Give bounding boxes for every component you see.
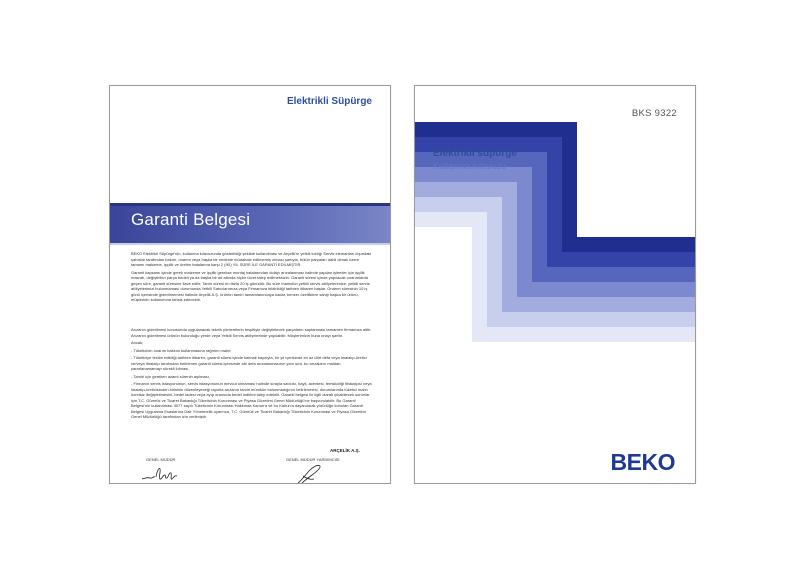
warranty-page	[109, 85, 391, 484]
company-name: ARÇELİK A.Ş.	[330, 448, 360, 453]
general-manager-label: GENEL MÜDÜR	[146, 457, 176, 462]
banner-underline	[110, 243, 390, 245]
warranty-body-1	[131, 251, 372, 305]
cover-subtitle: Kullanma kılavuzu	[433, 161, 507, 171]
cover-stripes	[415, 86, 695, 483]
beko-logo: BEKO	[610, 449, 675, 475]
general-manager-signature	[140, 463, 180, 484]
body1-paragraph: Garanti kapsamı içinde gerek malzeme ve işçilik gerekse montaj hatalarından dolayı arızalanması halinde yapılan işlemler için işçilik masrafı, değiştirilen parça bedeli ya da başka bir ad altında hiçbir ücret talep edilmeksizin. Garanti süresi içinde yapılacak onarımlarda geçen süre, garanti süresine ilave edilir. Tamir süresi en fazla 20 iş günüdür. Bu süre mamulün yetkili servis atölyelerimize, yetkili servis atölyelerimizi bulunmaması durumunda Yetkili Satıcılarımıza veya Firmamıza bildirildiği tarihten itibaren başlar. Onarım süresinin 10 iş günü içerisinde gideriimemesi halinde Arçelik A.Ş. ürünün tamiri tamamlanıncaya kadar, benzer özelliklere sahip başka bir ürünü, müşterinin kullanımına tahsis edecektir.	[131, 269, 370, 302]
body2-paragraph: Ancak;	[131, 340, 144, 345]
cover-title: Elektrikli süpürge	[433, 148, 517, 159]
warranty-body-2	[131, 327, 372, 422]
body2-paragraph: - Tüketicinin onarım hakkını kullanmasına rağmen malın;	[131, 347, 232, 353]
model-number: BKS 9322	[631, 108, 677, 119]
body1-paragraph: BEKO Elektrikli Süpürge'nin, kullanma kılavuzunda gösterildiği şekilde kullanılması ve Arçelik'in yetkili kıldığı Servis elemanları dışındaki şahıslar tarafından bakım, onarım veya başka bir nedenle müdahale edilmemiş olması şartıyla, bütün parçaları dahil olmak üzere tamamı malzeme, işçilik ve üretim hatalarına karşı 2 (İKİ) YIL SÜRE İLE GARANTİ EDİLMİŞTİR.	[131, 251, 372, 267]
body2-paragraph: Arızanın giderilmesi konusunda uygulanacak teknik yöntemlerin tespitiyle değiştirilecek parçaların saptanması tamamen firmamıza aittir. Arızanın giderilmesi ürünün bulunduğu yerde veya Yetkili Servis atölyelerinde yapılabilir. Müşterimizin buna onayı şarttır.	[131, 327, 372, 338]
body2-paragraph: - Tamiri için gereken azami sürenin aşılması,	[131, 373, 210, 379]
deputy-manager-signature	[294, 462, 324, 484]
deputy-manager-label: GENEL MÜDÜR YARDIMCISI	[286, 457, 340, 462]
product-header: Elektrikli Süpürge	[286, 96, 372, 107]
body2-paragraph: - Firmanın servis istasyonunun, servis istasyonunun mevcut olmaması halinde sırayla satıcısı, bayii, acentesi, temsilciliği ithalatçısı veya imalatçı-üreticisinden birisinin düzenleyeceği raporla arızanın tamiri mümkün bulunmadığının belirlenmesi, durumlarında tüketici malın ücretsiz değiştirilmesini, bedel iadesi veya ayıp oranında bedel indirimi talep edebilir. Garanti belgesi ile ilgili olarak çıkabilecek sorunlar için T.C. Gümrük ve Ticaret Bakanlığı Tüketicinin Korunması ve Piyasa Gözetimi Genel Müdürlüğü'ne başvurulabilir. Bu Garanti Belgesi'nin kullanılması 4077 sayılı Tüketicinin Korunması Hakkında Kanun'a ve bu Kanun'a dayanılarak yürürlüğe konulan Garanti Belgesi Uygulama Esaslarına Dair Yönetmelik uyarınca, T.C. Gümrük ve Ticaret Bakanlığı Tüketicinin Korunması ve Piyasa Gözetimi Genel Müdürlüğü tarafından izin verilmiştir.	[131, 381, 372, 419]
manual-cover-page	[414, 85, 696, 484]
body2-paragraph: - Tüketiciye teslim edildiği tarihten itibaren, garanti süresi içinde kalmak kaydıyla, bir yıl içerisinde en az dört defa veya imalatçı-üretici ve/veya ithalatçı tarafından belirlenen garanti süresi içerisinde altı defa arızalanmasının yanı sıra, bu arızaların maldan yararlanamamayı sürekli kılması,	[131, 355, 367, 371]
warranty-title: Garanti Belgesi	[131, 210, 251, 229]
